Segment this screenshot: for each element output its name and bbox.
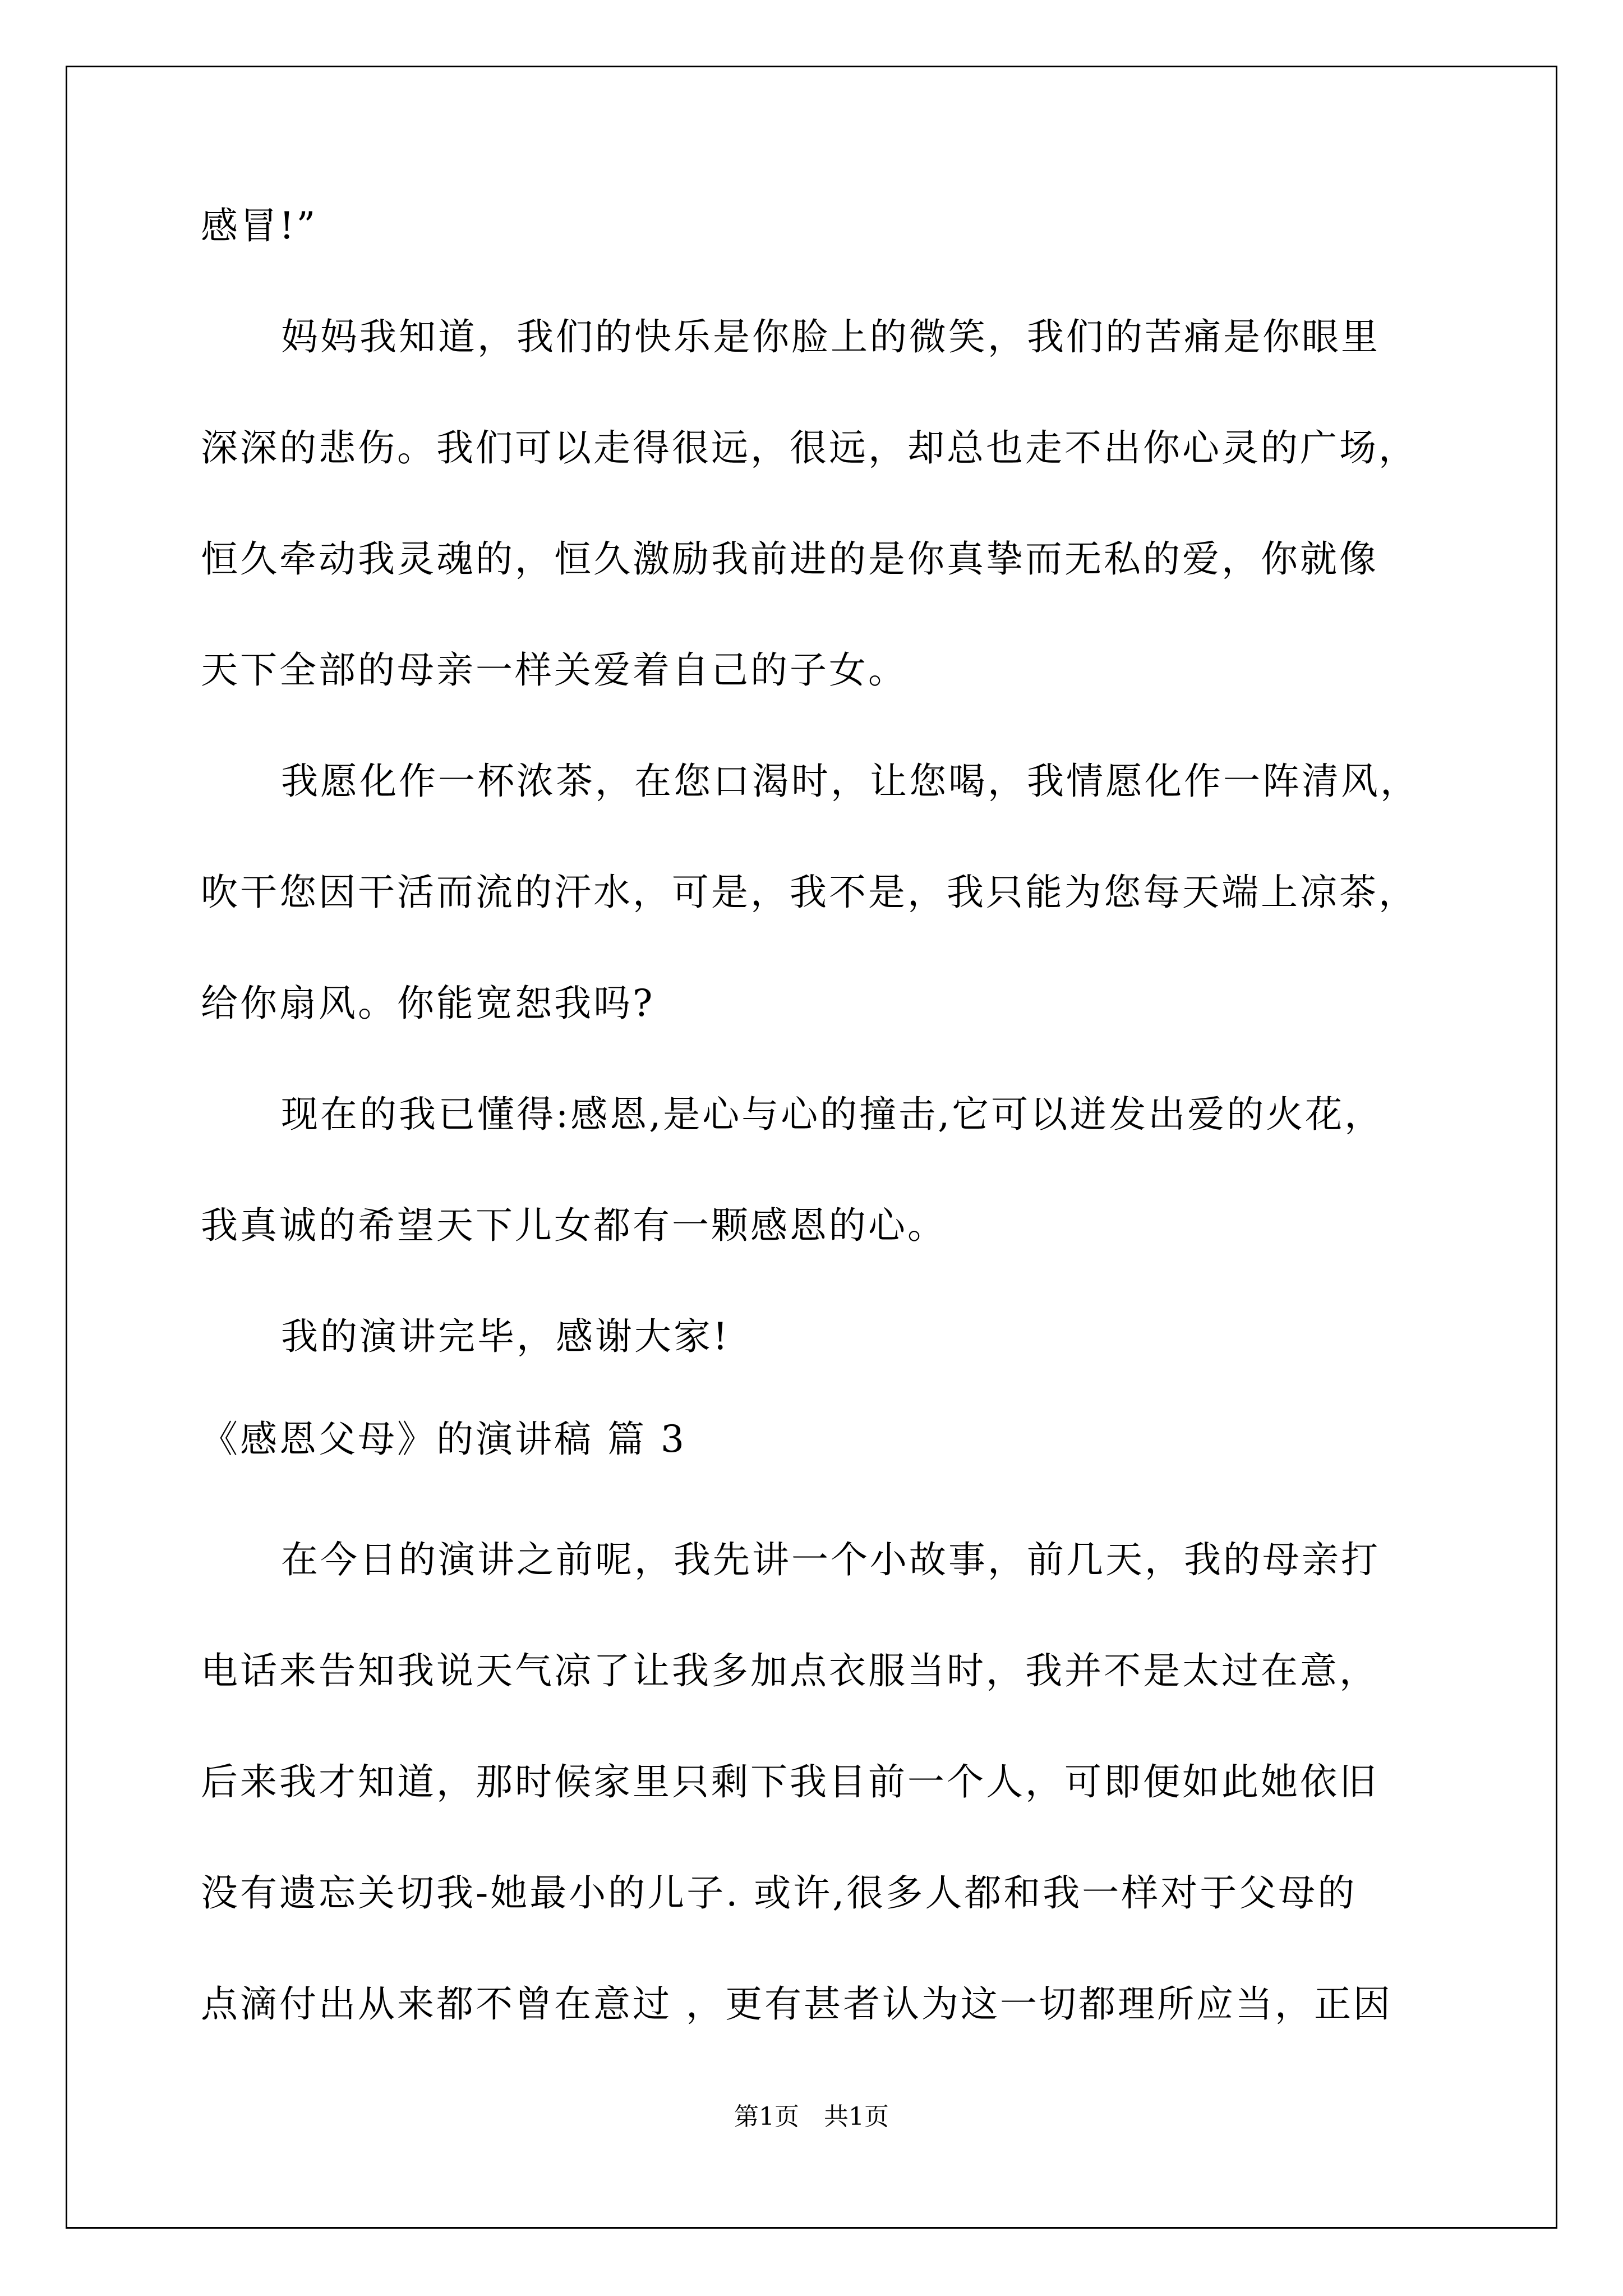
paragraph-first-line: 现在的我已懂得:感恩,是心与心的撞击,它可以迸发出爱的火花， xyxy=(281,1093,1384,1136)
text-line: 没有遗忘关切我-她最小的儿子. 或许,很多人都和我一样对于父母的 xyxy=(201,1871,1357,1915)
text-line: 天下全部的母亲一样关爱着自己的子女。 xyxy=(201,648,907,692)
paragraph-first-line: 我愿化作一杯浓茶，在您口渴时，让您喝，我情愿化作一阵清风， xyxy=(281,760,1419,803)
text-line: 点滴付出从来都不曾在意过 ，更有甚者认为这一切都理所应当，正因 xyxy=(201,1982,1393,2026)
text-line: 恒久牵动我灵魂的，恒久激励我前进的是你真挚而无私的爱，你就像 xyxy=(201,537,1378,581)
page-footer xyxy=(0,2102,1623,2131)
text-line: 电话来告知我说天气凉了让我多加点衣服当时，我并不是太过在意， xyxy=(201,1649,1378,1692)
text-line: 后来我才知道，那时候家里只剩下我目前一个人，可即便如此她依旧 xyxy=(201,1760,1378,1803)
text-line: 感冒!” xyxy=(201,204,318,247)
paragraph-first-line: 妈妈我知道，我们的快乐是你脸上的微笑，我们的苦痛是你眼里 xyxy=(281,315,1380,358)
text-line: 深深的悲伤。我们可以走得很远，很远，却总也走不出你心灵的广场， xyxy=(201,426,1418,470)
text-line: 给你扇风。你能宽恕我吗? xyxy=(201,982,655,1025)
section-heading: 《感恩父母》的演讲稿 篇 3 xyxy=(201,1418,686,1461)
text-line: 吹干您因干活而流的汗水，可是，我不是，我只能为您每天端上凉茶， xyxy=(201,871,1418,914)
page-total: 共1页 xyxy=(824,2102,889,2131)
paragraph-first-line: 我的演讲完毕，感谢大家! xyxy=(281,1315,730,1358)
text-line: 我真诚的希望天下儿女都有一颗感恩的心。 xyxy=(201,1204,947,1247)
page-number: 第1页 xyxy=(734,2102,799,2131)
paragraph-first-line: 在今日的演讲之前呢，我先讲一个小故事，前几天，我的母亲打 xyxy=(281,1538,1380,1581)
